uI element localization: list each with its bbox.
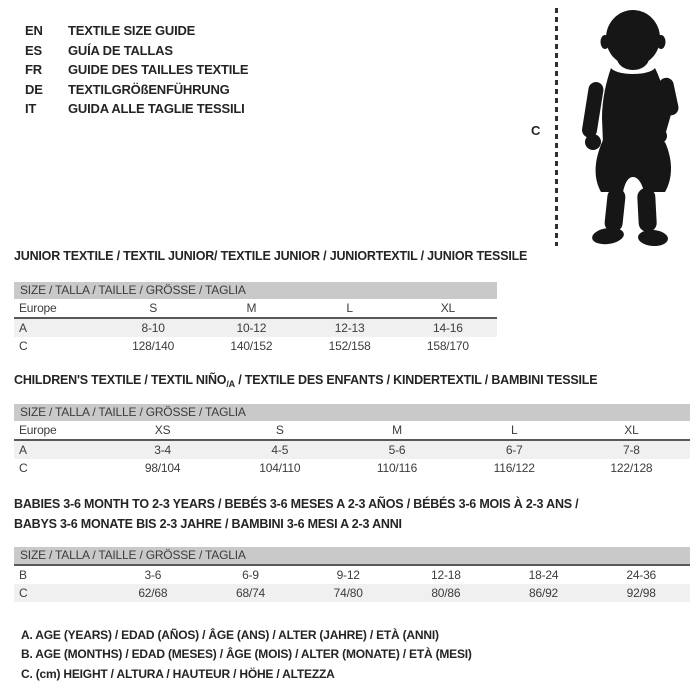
- language-title: TEXTILGRÖßENFÜHRUNG: [68, 81, 230, 97]
- size-cell: 7-8: [623, 443, 640, 457]
- size-cell: 14-16: [433, 321, 463, 335]
- language-code: ES: [25, 42, 42, 58]
- size-cell: 80/86: [431, 586, 461, 600]
- size-table-header: SIZE / TALLA / TAILLE / GRÖSSE / TAGLIA: [14, 404, 690, 421]
- size-cell: 122/128: [610, 461, 653, 475]
- language-row-it: [25, 99, 248, 119]
- row-label: Europe: [19, 301, 57, 315]
- legend-notes: [21, 626, 472, 684]
- size-cell: M: [246, 301, 257, 315]
- size-cell: 18-24: [528, 568, 559, 582]
- babies-title-line2: BABYS 3-6 MONATE BIS 2-3 JAHRE / BAMBINI 3-6 MESI A 2-3 ANNI: [14, 517, 402, 531]
- size-cell: 62/68: [138, 586, 168, 600]
- size-cell: 12-18: [431, 568, 461, 582]
- size-cell: 68/74: [235, 586, 266, 600]
- table-row-months: [14, 566, 690, 584]
- size-cell: 86/92: [529, 586, 559, 600]
- size-cell: 116/122: [493, 461, 535, 475]
- size-cell: S: [275, 423, 284, 437]
- row-label: C: [19, 461, 28, 475]
- language-code: FR: [25, 62, 42, 78]
- junior-section-title: JUNIOR TEXTILE / TEXTIL JUNIOR/ TEXTILE JUNIOR / JUNIORTEXTIL / JUNIOR TESSILE: [14, 249, 528, 263]
- row-label: A: [19, 321, 27, 335]
- babies-section-title: [14, 494, 578, 534]
- children-title-subscript: /A: [226, 379, 235, 389]
- babies-title-line1: BABIES 3-6 MONTH TO 2-3 YEARS / BEBÉS 3-6 MESES A 2-3 AÑOS / BÉBÉS 3-6 MOIS À 2-3 ANS /: [14, 497, 579, 511]
- children-section-title: [14, 373, 597, 387]
- language-row-en: [25, 21, 248, 41]
- size-cell: 9-12: [336, 568, 360, 582]
- language-title: TEXTILE SIZE GUIDE: [68, 23, 196, 39]
- language-row-fr: [25, 60, 248, 80]
- size-cell: 3-6: [144, 568, 162, 582]
- row-label: Europe: [19, 423, 57, 437]
- row-label: C: [19, 586, 28, 600]
- size-cell: XL: [440, 301, 456, 315]
- note-age-years: A. AGE (YEARS) / EDAD (AÑOS) / ÂGE (ANS) / ALTER (JAHRE) / ETÀ (ANNI): [21, 628, 439, 642]
- table-row-age: [14, 319, 497, 337]
- table-row-height: [14, 459, 690, 477]
- size-cell: 3-4: [154, 443, 171, 457]
- size-cell: L: [510, 423, 518, 437]
- height-measure-label: C: [531, 123, 541, 138]
- table-row-height: [14, 337, 497, 355]
- language-code: IT: [25, 101, 37, 117]
- size-cell: 152/158: [328, 339, 371, 353]
- table-row-height: [14, 584, 690, 602]
- babies-size-table: [14, 547, 690, 602]
- table-row-europe: [14, 421, 690, 441]
- language-row-es: [25, 41, 248, 61]
- row-label: C: [19, 339, 28, 353]
- size-cell: 92/98: [626, 586, 656, 600]
- language-code: DE: [25, 81, 43, 97]
- height-measure-dashed-line: [555, 8, 558, 246]
- size-cell: L: [346, 301, 353, 315]
- language-title: GUIDA ALLE TAGLIE TESSILI: [68, 101, 245, 117]
- note-age-months: B. AGE (MONTHS) / EDAD (MESES) / ÂGE (MOIS) / ALTER (MONATE) / ETÀ (MESI): [21, 647, 472, 662]
- size-cell: 12-13: [334, 321, 365, 335]
- size-cell: 6-7: [505, 443, 523, 457]
- note-height-cm: C. (cm) HEIGHT / ALTURA / HAUTEUR / HÖHE / ALTEZZA: [21, 666, 335, 681]
- row-label: B: [19, 568, 27, 582]
- table-row-age: [14, 441, 690, 459]
- size-cell: S: [149, 301, 158, 315]
- size-cell: 74/80: [333, 586, 363, 600]
- table-row-europe: [14, 299, 497, 319]
- children-title-post: / TEXTILE DES ENFANTS / KINDERTEXTIL / BAMBINI TESSILE: [234, 373, 598, 387]
- size-table-header: SIZE / TALLA / TAILLE / GRÖSSE / TAGLIA: [14, 282, 497, 299]
- size-cell: XL: [624, 423, 639, 437]
- size-cell: 140/152: [230, 339, 273, 353]
- language-code: EN: [25, 23, 43, 39]
- size-cell: 4-5: [271, 443, 289, 457]
- size-cell: 104/110: [259, 461, 301, 475]
- size-cell: M: [392, 423, 402, 437]
- size-cell: 5-6: [388, 443, 406, 457]
- size-cell: 24-36: [626, 568, 657, 582]
- size-cell: 8-10: [141, 321, 165, 335]
- size-cell: 110/116: [376, 461, 418, 475]
- size-cell: 10-12: [236, 321, 267, 335]
- size-cell: 158/170: [426, 339, 469, 353]
- toddler-silhouette-icon: [561, 6, 695, 249]
- language-title: GUÍA DE TALLAS: [68, 42, 173, 58]
- row-label: A: [19, 443, 27, 457]
- size-cell: XS: [154, 423, 171, 437]
- size-cell: 128/140: [132, 339, 175, 353]
- size-cell: 6-9: [242, 568, 259, 582]
- children-size-table: [14, 404, 690, 477]
- junior-size-table: [14, 282, 497, 355]
- size-cell: 98/104: [144, 461, 181, 475]
- language-title: GUIDE DES TAILLES TEXTILE: [68, 62, 249, 78]
- language-list: [25, 21, 248, 119]
- language-row-de: [25, 80, 248, 100]
- size-table-header: SIZE / TALLA / TAILLE / GRÖSSE / TAGLIA: [14, 547, 690, 566]
- children-title-pre: CHILDREN'S TEXTILE / TEXTIL NIÑO: [14, 373, 227, 387]
